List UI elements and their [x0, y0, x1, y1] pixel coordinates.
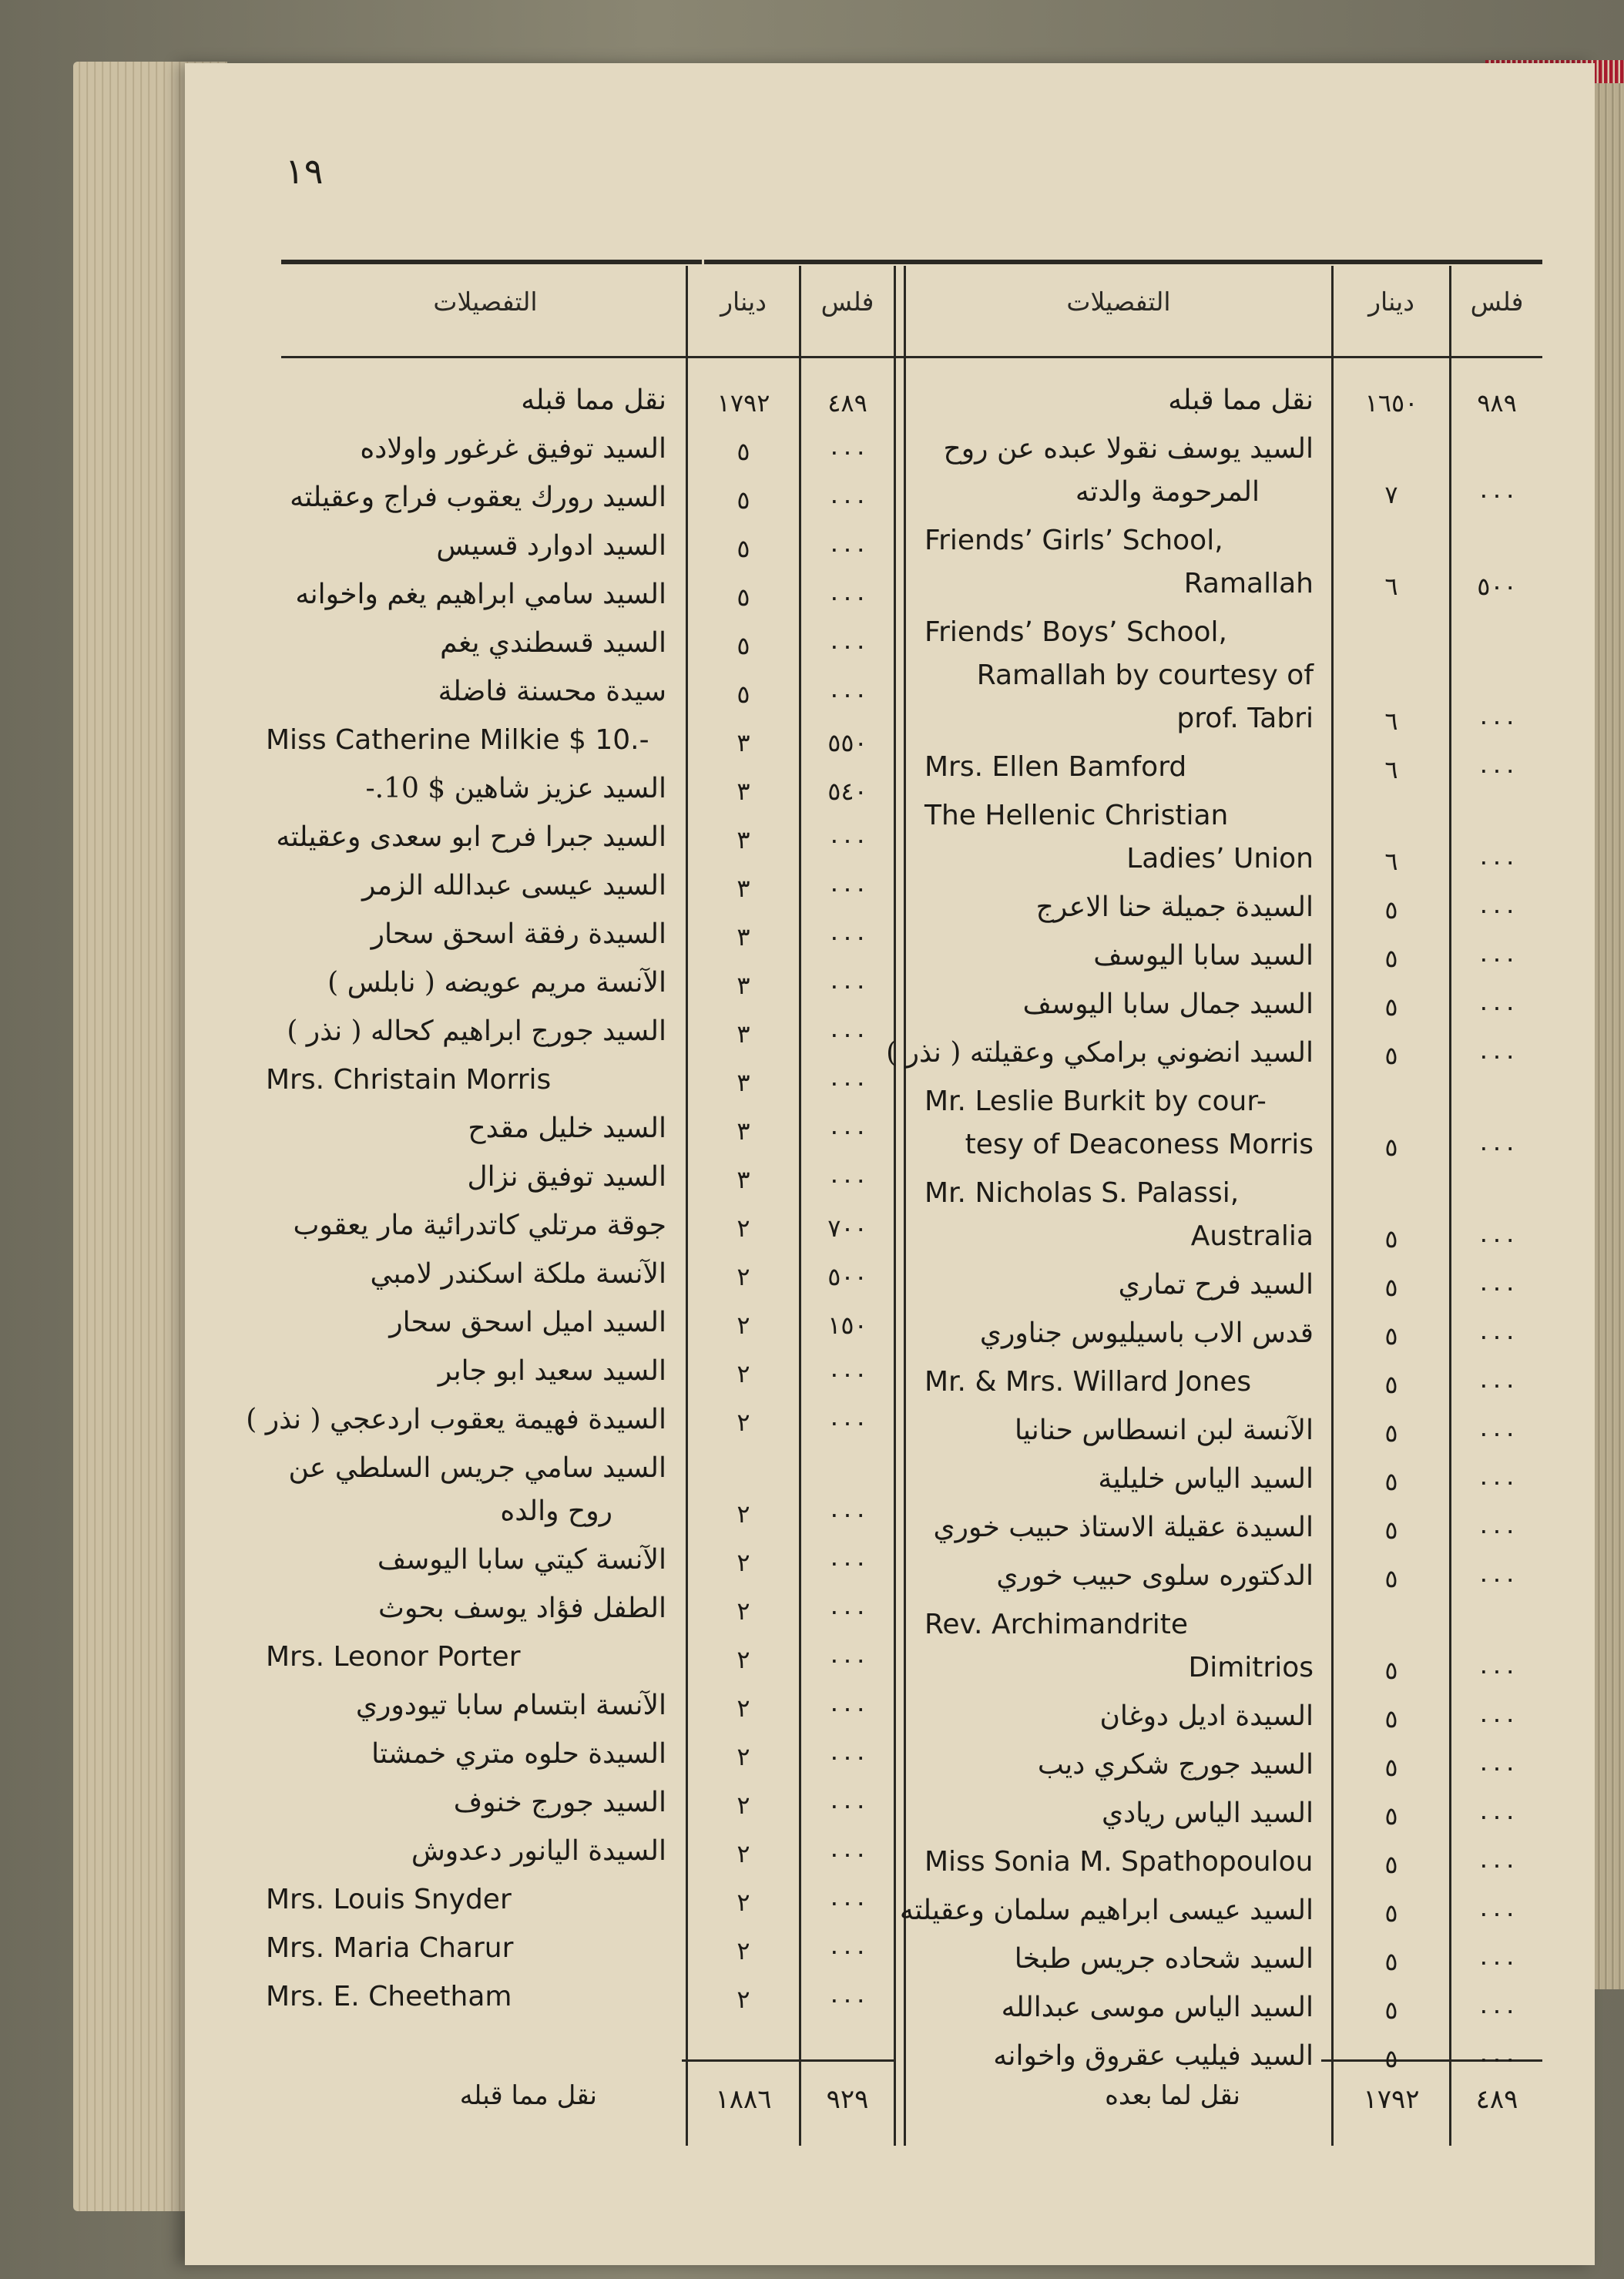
right-entry-dinar: ٥: [1384, 1656, 1398, 1685]
left-entry-dinar: ٢: [737, 1985, 750, 2014]
right-entry-text: السيدة عقيلة الاستاذ حبيب خوري: [933, 1512, 1314, 1543]
left-entry-dinar: ٢: [737, 1936, 750, 1965]
total-rule-left: [682, 2059, 894, 2062]
right-entry-text: قدس الاب باسيليوس جناوري: [979, 1317, 1314, 1349]
left-entry-fils: ٠٠٠: [827, 825, 867, 854]
left-entry-fils: ٠٠٠: [827, 1693, 867, 1723]
right-entry-fils: ٠٠٠: [1477, 895, 1517, 925]
right-entry-fils: ٠٠٠: [1477, 1321, 1517, 1351]
right-entry-dinar: ٥: [1384, 1753, 1398, 1782]
col-rule: [904, 266, 906, 2146]
left-entry-dinar: ٢: [737, 1499, 750, 1529]
left-entry-text: Mrs. Maria Charur: [266, 1932, 514, 1964]
right-entry-text: Australia: [1190, 1220, 1314, 1252]
right-entry-fils: ٠٠٠: [1477, 1704, 1517, 1734]
right-entry-dinar: ٥: [1384, 992, 1398, 1022]
right-entry-text: السيد الياس خليلية: [1098, 1463, 1314, 1495]
right-entry-text: السيد سابا اليوسف: [1093, 940, 1314, 972]
right-entry-fils: ٠٠٠: [1477, 2044, 1517, 2073]
left-entry-text: السيد توفيق نزال: [467, 1161, 666, 1193]
right-entry-text: السيد انضوني برامكي وعقيلته ( نذر ): [886, 1037, 1314, 1069]
left-entry-dinar: ٢: [737, 1213, 750, 1243]
left-entry-dinar: ٢: [737, 1791, 750, 1820]
right-entry-text: السيد جمال سابا اليوسف: [1022, 988, 1314, 1020]
left-entry-text: السيد اميل اسحق سحار: [389, 1307, 666, 1338]
left-entry-fils: ٠٠٠: [827, 1359, 867, 1388]
right-entry-text: Ladies’ Union: [1126, 843, 1314, 874]
left-entry-dinar: ٢: [737, 1888, 750, 1917]
left-entry-fils: ٧٠٠: [827, 1213, 867, 1243]
right-entry-fils: ٠٠٠: [1477, 1418, 1517, 1448]
right-entry-fils: ٠٠٠: [1477, 1947, 1517, 1976]
right-entry-dinar: ٥: [1384, 944, 1398, 973]
right-entry-dinar: ٦: [1384, 572, 1398, 601]
right-entry-text: Mr. Nicholas S. Palassi,: [924, 1177, 1240, 1209]
right-entry-dinar: ٦: [1384, 707, 1398, 736]
right-entry-text: Mr. Leslie Burkit by cour-: [924, 1086, 1267, 1117]
left-entry-text: نقل مما قبله: [521, 384, 666, 416]
left-entry-text: Mrs. Leonor Porter: [266, 1641, 521, 1673]
header-dinar-right: دينار: [1368, 287, 1414, 317]
right-entry-dinar: ٥: [1384, 2044, 1398, 2073]
header-details-right: التفصيلات: [1066, 287, 1171, 317]
left-entry-text: روح والده: [500, 1495, 612, 1527]
left-entry-dinar: ١٧٩٢: [716, 388, 770, 418]
left-entry-text: السيدة حلوه متري خمشتا: [371, 1738, 666, 1770]
left-entry-text: السيدة رفقة اسحق سحار: [371, 918, 666, 950]
right-entry-dinar: ٥: [1384, 1850, 1398, 1879]
right-entry-dinar: ٥: [1384, 1467, 1398, 1496]
left-entry-fils: ٠٠٠: [827, 1068, 867, 1097]
left-entry-dinar: ٣: [737, 922, 750, 952]
right-entry-dinar: ٥: [1384, 1224, 1398, 1254]
left-entry-text: الآنسة مريم عويضه ( نابلس ): [327, 967, 666, 999]
left-entry-fils: ٠٠٠: [827, 1116, 867, 1146]
right-entry-text: tesy of Deaconess Morris: [965, 1129, 1314, 1160]
left-entry-fils: ٠٠٠: [827, 1985, 867, 2014]
left-entry-fils: ٠٠٠: [827, 922, 867, 952]
left-entry-text: السيد سامي ابراهيم يغم واخوانه: [295, 579, 666, 610]
left-entry-text: Mrs. E. Cheetham: [266, 1981, 512, 2012]
right-entry-fils: ٠٠٠: [1477, 1898, 1517, 1928]
right-entry-dinar: ٥: [1384, 1273, 1398, 1302]
left-entry-dinar: ٣: [737, 825, 750, 854]
left-entry-fils: ١٥٠: [827, 1311, 867, 1340]
left-entry-fils: ٠٠٠: [827, 1742, 867, 1771]
left-entry-fils: ٠٠٠: [827, 485, 867, 515]
right-entry-fils: ٥٠٠: [1477, 572, 1517, 601]
right-entry-text: السيدة جميلة حنا الاعرج: [1035, 891, 1314, 923]
right-entry-text: السيد يوسف نقولا عبده عن روح: [943, 433, 1314, 465]
right-entry-text: السيد فرح تماري: [1118, 1269, 1314, 1301]
right-entry-text: السيد فيليب عقروق واخوانه: [993, 2040, 1314, 2072]
right-entry-fils: ٠٠٠: [1477, 1515, 1517, 1545]
right-entry-fils: ٠٠٠: [1477, 847, 1517, 876]
right-entry-text: السيد الياس موسى عبدالله: [1001, 1992, 1314, 2023]
right-entry-text: Mr. & Mrs. Willard Jones: [924, 1366, 1252, 1398]
right-entry-fils: ٠٠٠: [1477, 1041, 1517, 1070]
left-entry-text: السيد ادوارد قسيس: [436, 530, 666, 562]
left-entry-text: Mrs. Louis Snyder: [266, 1884, 512, 1915]
left-entry-dinar: ٣: [737, 874, 750, 903]
right-entry-dinar: ٥: [1384, 1133, 1398, 1162]
right-entry-fils: ٠٠٠: [1477, 1656, 1517, 1685]
left-entry-dinar: ٢: [737, 1262, 750, 1291]
right-entry-dinar: ٥: [1384, 1898, 1398, 1928]
left-entry-fils: ٤٨٩: [827, 388, 867, 418]
left-entry-fils: ٠٠٠: [827, 631, 867, 660]
right-entry-dinar: ٥: [1384, 1321, 1398, 1351]
left-entry-text: السيد جورج خنوف: [453, 1787, 666, 1818]
left-entry-dinar: ٣: [737, 777, 750, 806]
left-entry-fils: ٠٠٠: [827, 874, 867, 903]
left-entry-fils: ٠٠٠: [827, 680, 867, 709]
left-entry-dinar: ٥: [737, 437, 750, 466]
left-entry-text: السيد خليل مقدح: [468, 1113, 666, 1144]
left-entry-dinar: ٣: [737, 1165, 750, 1194]
left-entry-text: السيدة فهيمة يعقوب اردعجي ( نذر ): [246, 1404, 666, 1435]
right-entry-fils: ٠٠٠: [1477, 1753, 1517, 1782]
header-rule: [281, 356, 1542, 358]
right-entry-text: الدكتوره سلوى حبيب خوري: [996, 1560, 1314, 1592]
right-entry-dinar: ١٦٥٠: [1364, 388, 1418, 418]
right-entry-text: السيد جورج شكري ديب: [1037, 1749, 1314, 1781]
right-entry-dinar: ٥: [1384, 1704, 1398, 1734]
left-entry-dinar: ٢: [737, 1693, 750, 1723]
top-rule-right: [704, 260, 1542, 264]
left-entry-fils: ٠٠٠: [827, 437, 867, 466]
left-entry-fils: ٥٠٠: [827, 1262, 867, 1291]
left-entry-fils: ٥٤٠: [827, 777, 867, 806]
header-details-left: التفصيلات: [433, 287, 538, 317]
left-entry-fils: ٠٠٠: [827, 971, 867, 1000]
left-entry-fils: ٠٠٠: [827, 534, 867, 563]
header-fils-left: فلس: [820, 287, 874, 317]
left-entry-fils: ٠٠٠: [827, 1019, 867, 1049]
left-entry-fils: ٠٠٠: [827, 1499, 867, 1529]
left-entry-dinar: ٥: [737, 631, 750, 660]
right-entry-fils: ٠٠٠: [1477, 755, 1517, 784]
left-entry-dinar: ٥: [737, 485, 750, 515]
header-dinar-left: دينار: [720, 287, 767, 317]
left-entry-fils: ٠٠٠: [827, 1645, 867, 1674]
left-entry-text: Miss Catherine Milkie $ 10.-: [266, 724, 649, 756]
right-entry-text: Friends’ Girls’ School,: [924, 525, 1223, 556]
right-entry-text: Ramallah: [1183, 568, 1314, 599]
left-entry-text: السيد قسطندي يغم: [440, 627, 666, 659]
left-entry-fils: ٠٠٠: [827, 582, 867, 612]
right-entry-fils: ٠٠٠: [1477, 1224, 1517, 1254]
right-entry-fils: ٠٠٠: [1477, 707, 1517, 736]
left-entry-dinar: ٢: [737, 1359, 750, 1388]
left-entry-dinar: ٢: [737, 1839, 750, 1868]
total-fils-left: ٩٢٩: [826, 2084, 869, 2115]
left-entry-dinar: ٣: [737, 971, 750, 1000]
header-fils-right: فلس: [1470, 287, 1524, 317]
right-entry-text: Dimitrios: [1188, 1652, 1314, 1683]
right-entry-dinar: ٦: [1384, 847, 1398, 876]
left-entry-text: Mrs. Christain Morris: [266, 1064, 552, 1096]
left-entry-text: جوقة مرتلي كاتدرائية مار يعقوب: [293, 1210, 666, 1241]
right-entry-fils: ٠٠٠: [1477, 992, 1517, 1022]
left-entry-dinar: ٥: [737, 534, 750, 563]
left-entry-text: السيد جورج ابراهيم كحاله ( نذر ): [287, 1015, 666, 1047]
right-entry-text: المرحومة والدته: [1075, 476, 1260, 508]
right-entry-text: السيد عيسى ابراهيم سلمان وعقيلته: [899, 1895, 1314, 1926]
right-entry-dinar: ٥: [1384, 1947, 1398, 1976]
right-entry-text: السيد شحاده جريس طبخا: [1014, 1943, 1314, 1975]
left-entry-fils: ٠٠٠: [827, 1936, 867, 1965]
left-entry-text: السيد سعيد ابو جابر: [438, 1355, 666, 1387]
col-rule: [894, 266, 896, 2146]
right-entry-text: The Hellenic Christian: [924, 800, 1229, 831]
left-entry-fils: ٠٠٠: [827, 1548, 867, 1577]
top-rule-left: [281, 260, 702, 264]
right-entry-text: Mrs. Ellen Bamford: [924, 751, 1187, 783]
right-entry-dinar: ٧: [1384, 480, 1398, 509]
right-entry-fils: ٠٠٠: [1477, 1995, 1517, 2025]
right-entry-fils: ٠٠٠: [1477, 1273, 1517, 1302]
right-entry-fils: ٠٠٠: [1477, 1133, 1517, 1162]
right-entry-dinar: ٥: [1384, 1418, 1398, 1448]
left-entry-dinar: ٣: [737, 1116, 750, 1146]
left-entry-text: السيد عزيز شاهين $ 10.-: [365, 773, 666, 804]
left-entry-fils: ٠٠٠: [827, 1165, 867, 1194]
right-entry-dinar: ٥: [1384, 1995, 1398, 2025]
right-entry-text: الآنسة لبن انسطاس حنانيا: [1014, 1415, 1314, 1446]
right-entry-fils: ٠٠٠: [1477, 1801, 1517, 1831]
left-entry-fils: ٠٠٠: [827, 1596, 867, 1626]
right-entry-text: Rev. Archimandrite: [924, 1609, 1189, 1640]
right-entry-fils: ٠٠٠: [1477, 1467, 1517, 1496]
left-entry-fils: ٠٠٠: [827, 1888, 867, 1917]
left-entry-dinar: ٣: [737, 728, 750, 757]
left-entry-fils: ٠٠٠: [827, 1791, 867, 1820]
right-entry-dinar: ٥: [1384, 1564, 1398, 1593]
left-entry-text: السيدة اليانور دعدوش: [411, 1835, 666, 1867]
right-entry-dinar: ٥: [1384, 1801, 1398, 1831]
left-entry-dinar: ٢: [737, 1311, 750, 1340]
total-label-left: نقل مما قبله: [459, 2080, 597, 2111]
left-entry-text: السيد عيسى عبدالله الزمر: [361, 870, 666, 901]
right-entry-text: السيد الياس ريادي: [1101, 1797, 1314, 1829]
left-entry-text: السيد جبرا فرح ابو سعدى وعقيلته: [276, 821, 666, 853]
left-entry-fils: ٠٠٠: [827, 1408, 867, 1437]
left-entry-text: السيد رورك يعقوب فراج وعقيلته: [290, 482, 666, 513]
right-entry-text: نقل مما قبله: [1168, 384, 1314, 416]
left-entry-dinar: ٢: [737, 1645, 750, 1674]
right-entry-dinar: ٥: [1384, 895, 1398, 925]
left-entry-text: السيد توفيق غرغور واولاده: [360, 433, 666, 465]
left-entry-text: الطفل فؤاد يوسف بحوث: [378, 1593, 666, 1624]
left-entry-dinar: ٢: [737, 1548, 750, 1577]
total-dinar-left: ١٨٨٦: [715, 2084, 772, 2115]
total-label-right: نقل لما بعده: [1105, 2080, 1240, 2111]
right-entry-fils: ٠٠٠: [1477, 1370, 1517, 1399]
right-entry-fils: ٠٠٠: [1477, 480, 1517, 509]
total-fils-right: ٤٨٩: [1475, 2084, 1518, 2115]
left-entry-text: الآنسة كيتي سابا اليوسف: [377, 1544, 666, 1576]
left-entry-text: السيد سامي جريس السلطي عن: [288, 1452, 666, 1484]
right-entry-dinar: ٥: [1384, 1041, 1398, 1070]
left-entry-fils: ٠٠٠: [827, 1839, 867, 1868]
left-entry-dinar: ٣: [737, 1068, 750, 1097]
left-entry-dinar: ٥: [737, 582, 750, 612]
left-entry-dinar: ٥: [737, 680, 750, 709]
left-entry-fils: ٥٥٠: [827, 728, 867, 757]
right-entry-fils: ٠٠٠: [1477, 1564, 1517, 1593]
page-number: ١٩: [285, 150, 324, 192]
right-entry-dinar: ٦: [1384, 755, 1398, 784]
left-entry-dinar: ٢: [737, 1742, 750, 1771]
right-entry-dinar: ٥: [1384, 1370, 1398, 1399]
right-entry-dinar: ٥: [1384, 1515, 1398, 1545]
left-entry-dinar: ٣: [737, 1019, 750, 1049]
right-entry-text: Miss Sonia M. Spathopoulou: [924, 1846, 1314, 1878]
right-entry-text: Ramallah by courtesy of: [976, 660, 1314, 691]
left-entry-text: الآنسة ابتسام سابا تيودوري: [355, 1690, 666, 1721]
right-entry-text: Friends’ Boys’ School,: [924, 616, 1227, 648]
right-entry-fils: ٩٨٩: [1477, 388, 1517, 418]
left-entry-dinar: ٢: [737, 1408, 750, 1437]
left-entry-dinar: ٢: [737, 1596, 750, 1626]
total-dinar-right: ١٧٩٢: [1363, 2084, 1420, 2115]
left-entry-text: الآنسة ملكة اسكندر لامبي: [370, 1258, 666, 1290]
right-entry-text: prof. Tabri: [1176, 703, 1314, 734]
left-entry-text: سيدة محسنة فاضلة: [438, 676, 666, 707]
right-entry-fils: ٠٠٠: [1477, 1850, 1517, 1879]
right-entry-text: السيدة اديل دوغان: [1099, 1700, 1314, 1732]
right-entry-fils: ٠٠٠: [1477, 944, 1517, 973]
